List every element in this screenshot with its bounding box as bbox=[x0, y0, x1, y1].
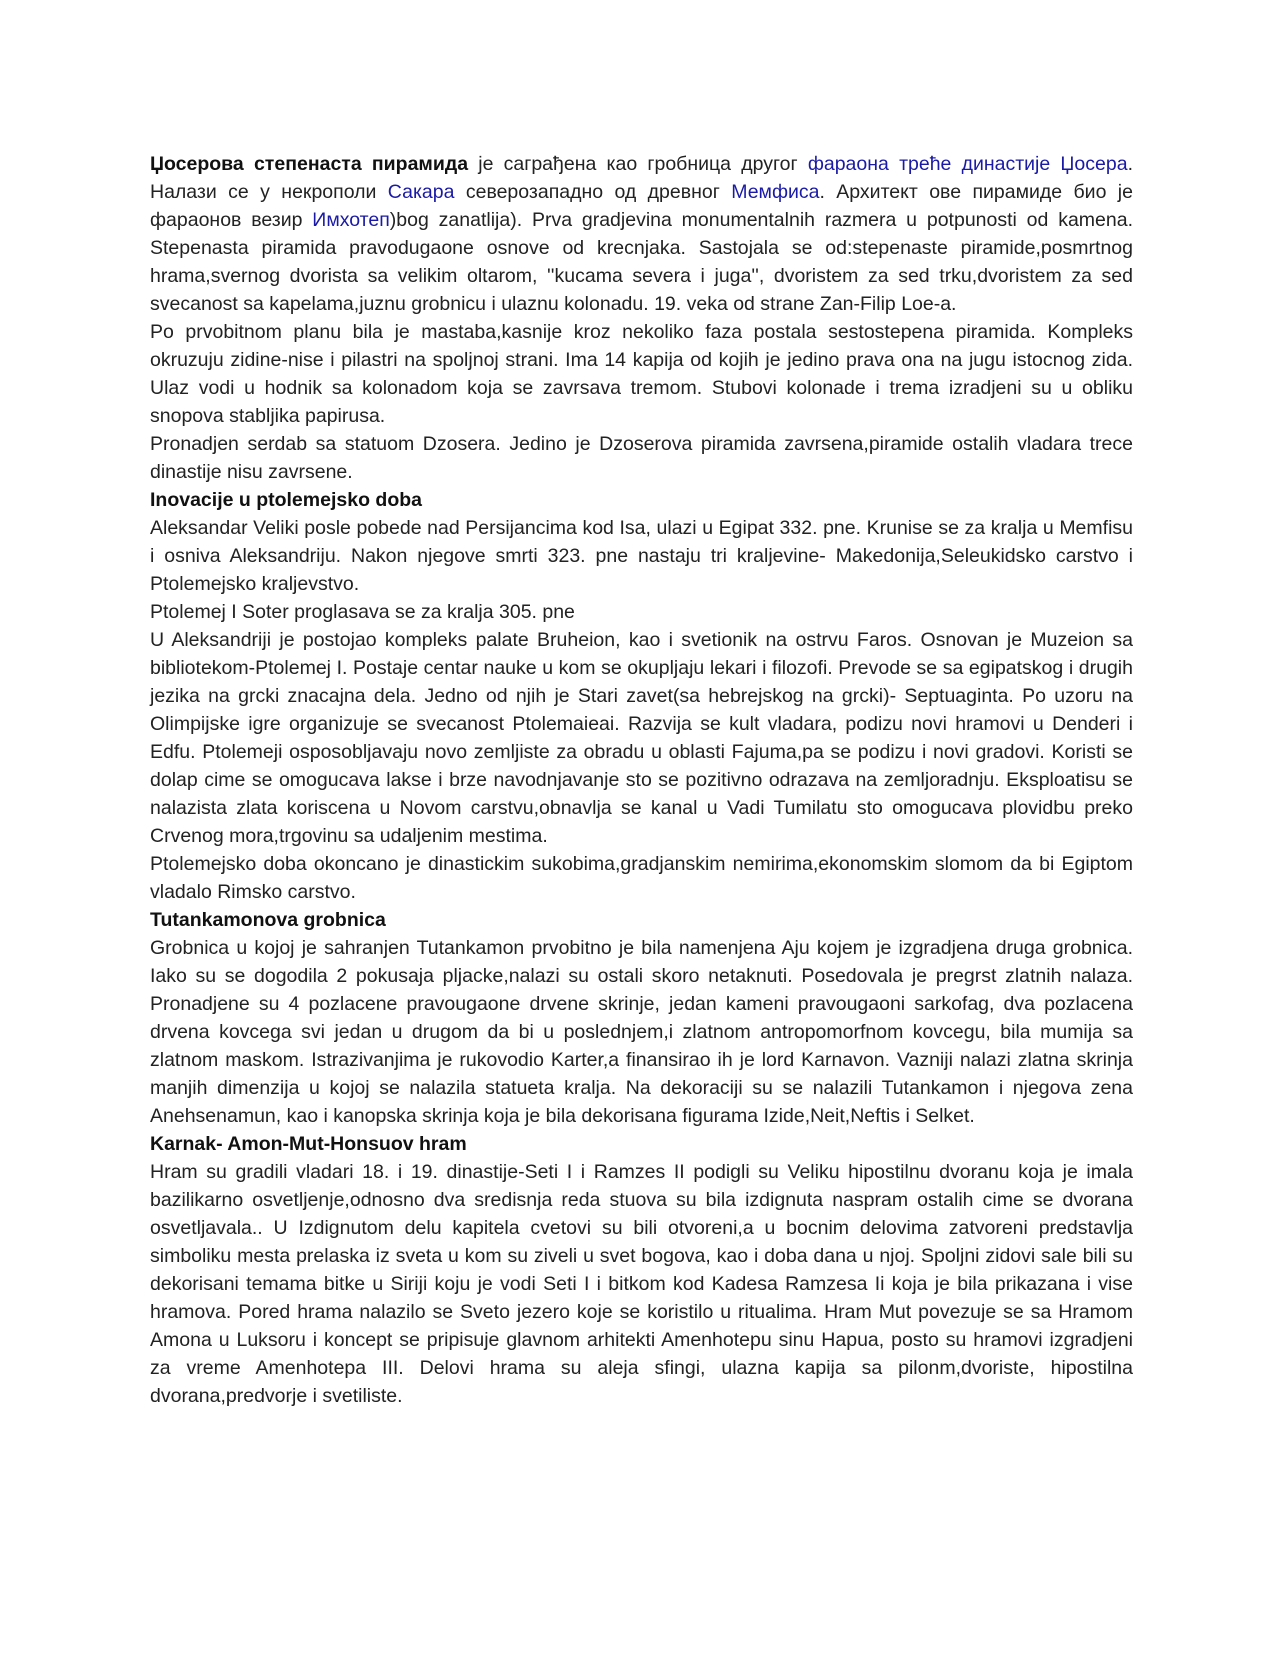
paragraph-alexandria: U Aleksandriji je postojao kompleks palate Bruheion, kao i svetionik na ostrvu Faros. Osnovan je Muzeion sa bibliotekom-Ptolemej I. Postaje centar nauke u kom se okupljaju lekari i filozofi. Prevode se sa egipatskog i drugih jezika na grcki znacajna dela. Jedno od njih je Stari zavet(sa hebrejskog na grcki)- Septuaginta. Po uzoru na Olimpijske igre organizuje se svecanost Ptolemaieai. Razvija se kult vladara, podizu novi hramovi u Denderi i Edfu. Ptolemeji osposobljavaju novo zemljiste za obradu u oblasti Fajuma,pa se podizu i novi gradovi. Koristi se dolap cime se omogucava lakse i brze navodnjavanje sto se pozitivno odrazava na zemljoradnju. Eksploatisu se nalazista zlata koriscena u Novom carstvu,obnavlja se kanal u Vadi Tumilatu sto omogucava plovidbu preko Crvenog mora,trgovinu sa udaljenim mestima. bbox=[150, 629, 1133, 847]
paragraph-ptolemaic-end: Ptolemejsko doba okoncano je dinastickim sukobima,gradjanskim nemirima,ekonomskim slomom da bi Egiptom vladalo Rimsko carstvo. bbox=[150, 853, 1133, 903]
paragraph-tutankhamun: Grobnica u kojoj je sahranjen Tutankamon prvobitno je bila namenjena Aju kojem je izgradjena druga grobnica. Iako su se dogodila 2 pokusaja pljacke,nalazi su ostali skoro netaknuti. Posedovala je pregrst zlatnih nalaza. Pronadjene su 4 pozlacene pravougaone drvene skrinje, jedan kameni pravougaoni sarkofag, dva pozlacena drvena kovcega svi jedan u drugom da bi u poslednjem,i zlatnom antropomorfnom kovcegu, bila mumija sa zlatnom maskom. Istrazivanjima je rukovodio Karter,a finansirao ih je lord Karnavon. Vazniji nalazi zlatna skrinja manjih dimenzija u kojoj se nalazila statueta kralja. Na dekoraciji su se nalazili Tutankamon i njegova zena Anehsenamun, kao i kanopska skrinja koja je bila dekorisana figurama Izide,Neit,Neftis i Selket. bbox=[150, 937, 1133, 1127]
paragraph-alexander: Aleksandar Veliki posle pobede nad Persijancima kod Isa, ulazi u Egipat 332. pne. Krunise se za kralja u Memfisu i osniva Aleksandriju. Nakon njegove smrti 323. pne nastaju tri kraljevine- Makedonija,Seleukidsko carstvo i Ptolemejsko kraljevstvo. bbox=[150, 517, 1133, 595]
intro-text-3: северозападно од древног bbox=[454, 181, 732, 203]
intro-paragraph bbox=[150, 150, 1133, 318]
intro-text-4: . Архитект ове пирамиде био је фараонов везир bbox=[150, 181, 1133, 231]
paragraph-serdab: Pronadjen serdab sa statuom Dzosera. Jedino je Dzoserova piramida zavrsena,piramide ostalih vladara trece dinastije nisu zavrsene. bbox=[150, 433, 1133, 483]
intro-text-5: )bog zanatlija). Prva gradjevina monumentalnih razmera u potpunosti od kamena. Stepenasta piramida pravodugaone osnove od krecnjaka. Sastojala se od:stepenaste piramide,posmrtnog hrama,svernog dvorista sa velikim oltarom, ''kucama severa i juga'', dvoristem za sed trku,dvoristem za sed svecanost sa kapelama,juznu grobnicu i ulaznu kolonadu. 19. veka od strane Zan-Filip Loe-a. bbox=[150, 209, 1133, 315]
document-page bbox=[150, 150, 1133, 1410]
heading-karnak: Karnak- Amon-Mut-Honsuov hram bbox=[150, 1133, 467, 1155]
heading-tutankhamun: Tutankamonova grobnica bbox=[150, 909, 386, 931]
link-imhotep[interactable]: Имхотеп bbox=[312, 209, 390, 231]
link-memphis[interactable]: Мемфиса bbox=[731, 181, 820, 203]
doc-title: Џосерова степенаста пирамида bbox=[150, 153, 469, 175]
heading-ptolemaic: Inovacije u ptolemejsko doba bbox=[150, 489, 422, 511]
paragraph-mastaba: Po prvobitnom planu bila je mastaba,kasnije kroz nekoliko faza postala sestostepena piramida. Kompleks okruzuju zidine-nise i pilastri na spoljnoj strani. Ima 14 kapija od kojih je jedino prava ona na jugu istocnog zida. Ulaz vodi u hodnik sa kolonadom koja se zavrsava tremom. Stubovi kolonade i trema izradjeni su u obliku snopova stabljika papirusa. bbox=[150, 321, 1133, 427]
link-pharaoh[interactable]: фараона треће династије Џосера bbox=[807, 153, 1128, 175]
intro-text-2: . Налази се у некрополи bbox=[150, 153, 1133, 203]
intro-text-1: је саграђена као гробница другог bbox=[468, 153, 808, 175]
link-sakkara[interactable]: Сакара bbox=[387, 181, 455, 203]
paragraph-ptolemy-soter: Ptolemej I Soter proglasava se za kralja 305. pne bbox=[150, 601, 575, 623]
paragraph-karnak: Hram su gradili vladari 18. i 19. dinastije-Seti I i Ramzes II podigli su Veliku hipostilnu dvoranu koja je imala bazilikarno osvetljenje,odnosno dva sredisnja reda stuova su bila izdignuta naspram ostalih cime se dvorana osvetljavala.. U Izdignutom delu kapitela cvetovi su bili otvoreni,a u bocnim delovima zatvoreni predstavlja simboliku mesta prelaska iz sveta u kom su ziveli u svet bogova, kao i doba dana u njoj. Spoljni zidovi sale bili su dekorisani temama bitke u Siriji koju je vodi Seti I i bitkom kod Kadesa Ramzesa Ii koja je bila prikazana i vise hramova. Pored hrama nalazilo se Sveto jezero koje se koristilo u ritualima. Hram Mut povezuje se sa Hramom Amona u Luksoru i koncept se pripisuje glavnom arhitekti Amenhotepu sinu Hapua, posto su hramovi izgradjeni za vreme Amenhotepa III. Delovi hrama su aleja sfingi, ulazna kapija sa pilonm,dvoriste, hipostilna dvorana,predvorje i svetiliste. bbox=[150, 1161, 1133, 1407]
